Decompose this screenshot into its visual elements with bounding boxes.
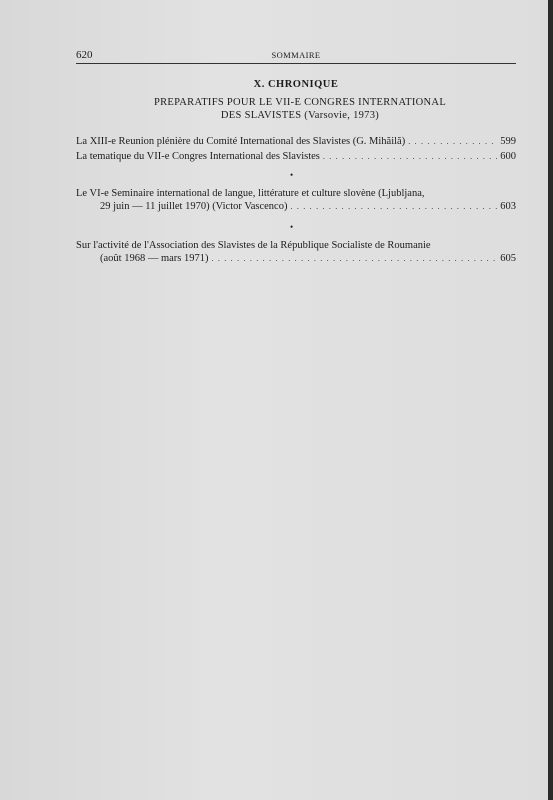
header-rule (76, 63, 516, 64)
section-subtitle (110, 96, 490, 122)
leader-dots (323, 150, 497, 163)
leader-dots (408, 135, 497, 148)
page-number: 620 (76, 49, 93, 61)
toc-entry-page: 600 (500, 151, 516, 162)
toc-entry (76, 135, 516, 148)
toc-entry (76, 187, 516, 213)
toc-entry (76, 150, 516, 163)
toc-entry-text: La tematique du VII-e Congres International des Slavistes (76, 151, 320, 162)
toc-entry-text-continued: (août 1968 — mars 1971) (100, 253, 209, 264)
toc-entry-page: 605 (500, 253, 516, 264)
separator-bullet: • (290, 170, 294, 180)
page-header (76, 47, 516, 63)
toc-entry-page: 599 (500, 136, 516, 147)
toc-entry-page: 603 (500, 201, 516, 212)
scan-edge (548, 0, 553, 800)
running-title: SOMMAIRE (271, 50, 321, 60)
section-title: X. CHRONIQUE (253, 79, 339, 90)
leader-dots (211, 252, 497, 265)
subtitle-line-1: PREPARATIFS POUR LE VII-E CONGRES INTERNATIONAL (153, 97, 447, 108)
toc-entry (76, 239, 516, 265)
subtitle-line-2: DES SLAVISTES (Varsovie, 1973) (220, 110, 380, 121)
toc-entry-text: La XIII-e Reunion plénière du Comité International des Slavistes (G. Mihăilă) (76, 136, 406, 147)
toc-entry-text-continued: 29 juin — 11 juillet 1970) (Victor Vascenco) (100, 201, 288, 212)
toc-entry-text: Sur l'activité de l'Association des Slavistes de la République Socialiste de Roumanie (76, 240, 431, 251)
leader-dots (290, 200, 497, 213)
separator-bullet: • (290, 222, 294, 232)
toc-entry-text: Le VI-e Seminaire international de langue, littérature et culture slovène (Ljubljana, (76, 188, 425, 199)
